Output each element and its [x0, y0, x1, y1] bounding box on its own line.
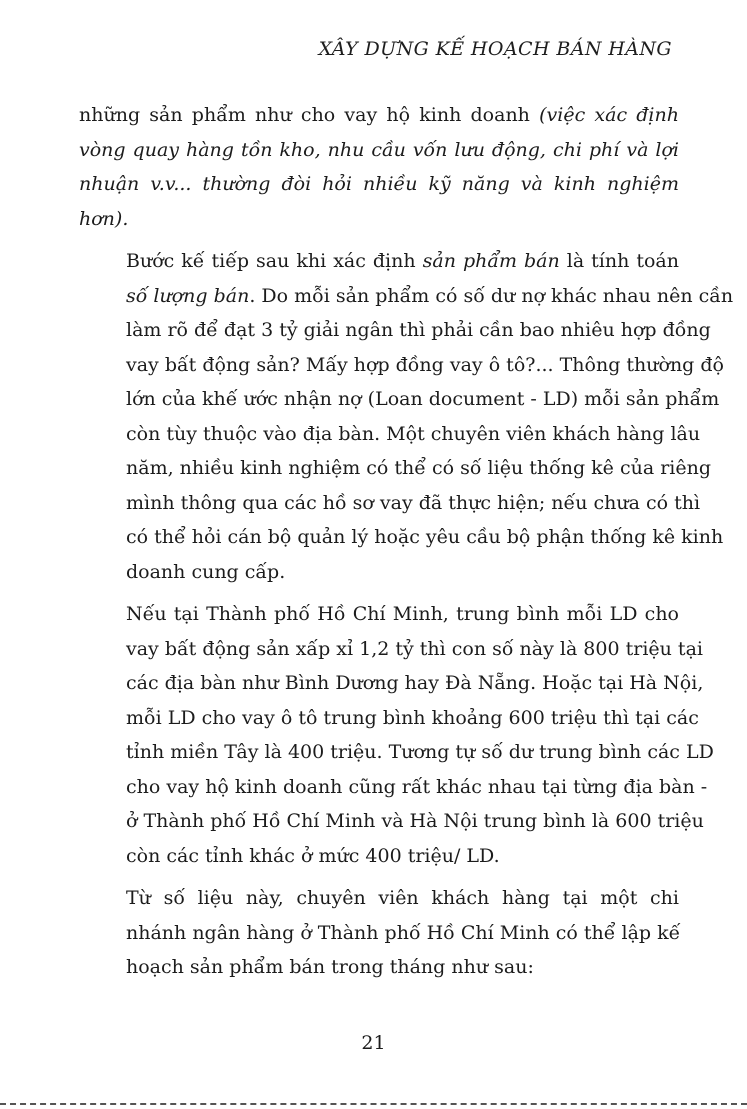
text-line: [79, 735, 714, 770]
text-line: [79, 555, 679, 590]
bottom-divider: [0, 1103, 747, 1105]
text-run: những sản phẩm như cho vay hộ kinh doanh: [79, 104, 540, 126]
text-run: có thể hỏi cán bộ quản lý hoặc yêu cầu bộ phận thống kê kinh: [126, 526, 724, 548]
italic-text-run: hơn).: [79, 207, 129, 230]
text-run: cho vay hộ kinh doanh cũng rất khác nhau tại từng địa bàn -: [126, 775, 708, 798]
text-line: [79, 382, 720, 417]
italic-text-run: (việc xác định: [539, 104, 679, 126]
text-line: [79, 486, 701, 521]
text-run: . Do mỗi sản phẩm có số dư nợ khác nhau nên cần: [249, 284, 734, 307]
text-line: [79, 632, 703, 667]
text-line: [79, 701, 699, 736]
text-line: [79, 666, 704, 701]
text-line: [79, 313, 711, 348]
text-line: [79, 279, 734, 314]
text-run: doanh cung cấp.: [126, 560, 286, 583]
text-run: làm rõ để đạt 3 tỷ giải ngân thì phải cần bao nhiêu hợp đồng: [126, 319, 711, 341]
paragraph-3: [79, 597, 714, 873]
italic-text-run: nhuận v.v... thường đòi hỏi nhiều kỹ năng và kinh nghiệm: [79, 173, 679, 195]
text-line: [79, 417, 701, 452]
text-line: [79, 451, 712, 486]
page-number: 21: [361, 1032, 386, 1054]
paragraph-4: [79, 881, 679, 985]
text-line: [79, 804, 704, 839]
text-run: mình thông qua các hồ sơ vay đã thực hiện; nếu chưa có thì: [126, 491, 701, 514]
text-line: [79, 167, 679, 202]
text-run: mỗi LD cho vay ô tô trung bình khoảng 600 triệu thì tại các: [126, 706, 699, 729]
text-line: [79, 133, 679, 168]
text-line: [79, 839, 679, 874]
italic-text-run: số lượng bán: [126, 284, 250, 307]
text-run: lớn của khế ước nhận nợ (Loan document - LD) mỗi sản phẩm: [126, 388, 720, 410]
italic-text-run: sản phẩm bán: [422, 250, 560, 272]
text-run: tỉnh miền Tây là 400 triệu. Tương tự số dư trung bình các LD: [126, 741, 714, 763]
text-run: vay bất động sản xấp xỉ 1,2 tỷ thì con số này là 800 triệu tại: [126, 637, 703, 660]
paragraph-2: [79, 244, 734, 589]
text-run: ở Thành phố Hồ Chí Minh và Hà Nội trung bình là 600 triệu: [126, 810, 704, 832]
text-run: Nếu tại Thành phố Hồ Chí Minh, trung bình mỗi LD cho: [126, 603, 679, 625]
text-run: còn tùy thuộc vào địa bàn. Một chuyên viên khách hàng lâu: [126, 422, 701, 445]
body-text: [79, 98, 734, 993]
text-run: Bước kế tiếp sau khi xác định: [126, 250, 423, 272]
text-line: [79, 244, 679, 279]
text-run: các địa bàn như Bình Dương hay Đà Nẵng. Hoặc tại Hà Nội,: [126, 672, 704, 694]
italic-text-run: vòng quay hàng tồn kho, nhu cầu vốn lưu động, chi phí và lợi: [79, 138, 679, 161]
text-line: [79, 348, 724, 383]
text-run: vay bất động sản? Mấy hợp đồng vay ô tô?... Thông thường độ: [126, 353, 724, 376]
text-run: Từ số liệu này, chuyên viên khách hàng tại một chi: [126, 887, 679, 909]
text-run: còn các tỉnh khác ở mức 400 triệu/ LD.: [126, 844, 500, 867]
text-line: [79, 520, 724, 555]
text-run: hoạch sản phẩm bán trong tháng như sau:: [126, 956, 534, 978]
text-run: năm, nhiều kinh nghiệm có thể có số liệu thống kê của riêng: [126, 457, 712, 479]
text-run: là tính toán: [559, 250, 679, 272]
text-line: [79, 881, 679, 916]
text-line: [79, 202, 679, 237]
paragraph-1: [79, 98, 679, 236]
text-run: nhánh ngân hàng ở Thành phố Hồ Chí Minh có thể lập kế: [126, 921, 681, 944]
text-line: [79, 770, 708, 805]
text-line: [79, 950, 679, 985]
running-header: XÂY DỰNG KẾ HOẠCH BÁN HÀNG: [318, 38, 672, 60]
text-line: [79, 98, 679, 133]
text-line: [79, 916, 679, 951]
text-line: [79, 597, 679, 632]
